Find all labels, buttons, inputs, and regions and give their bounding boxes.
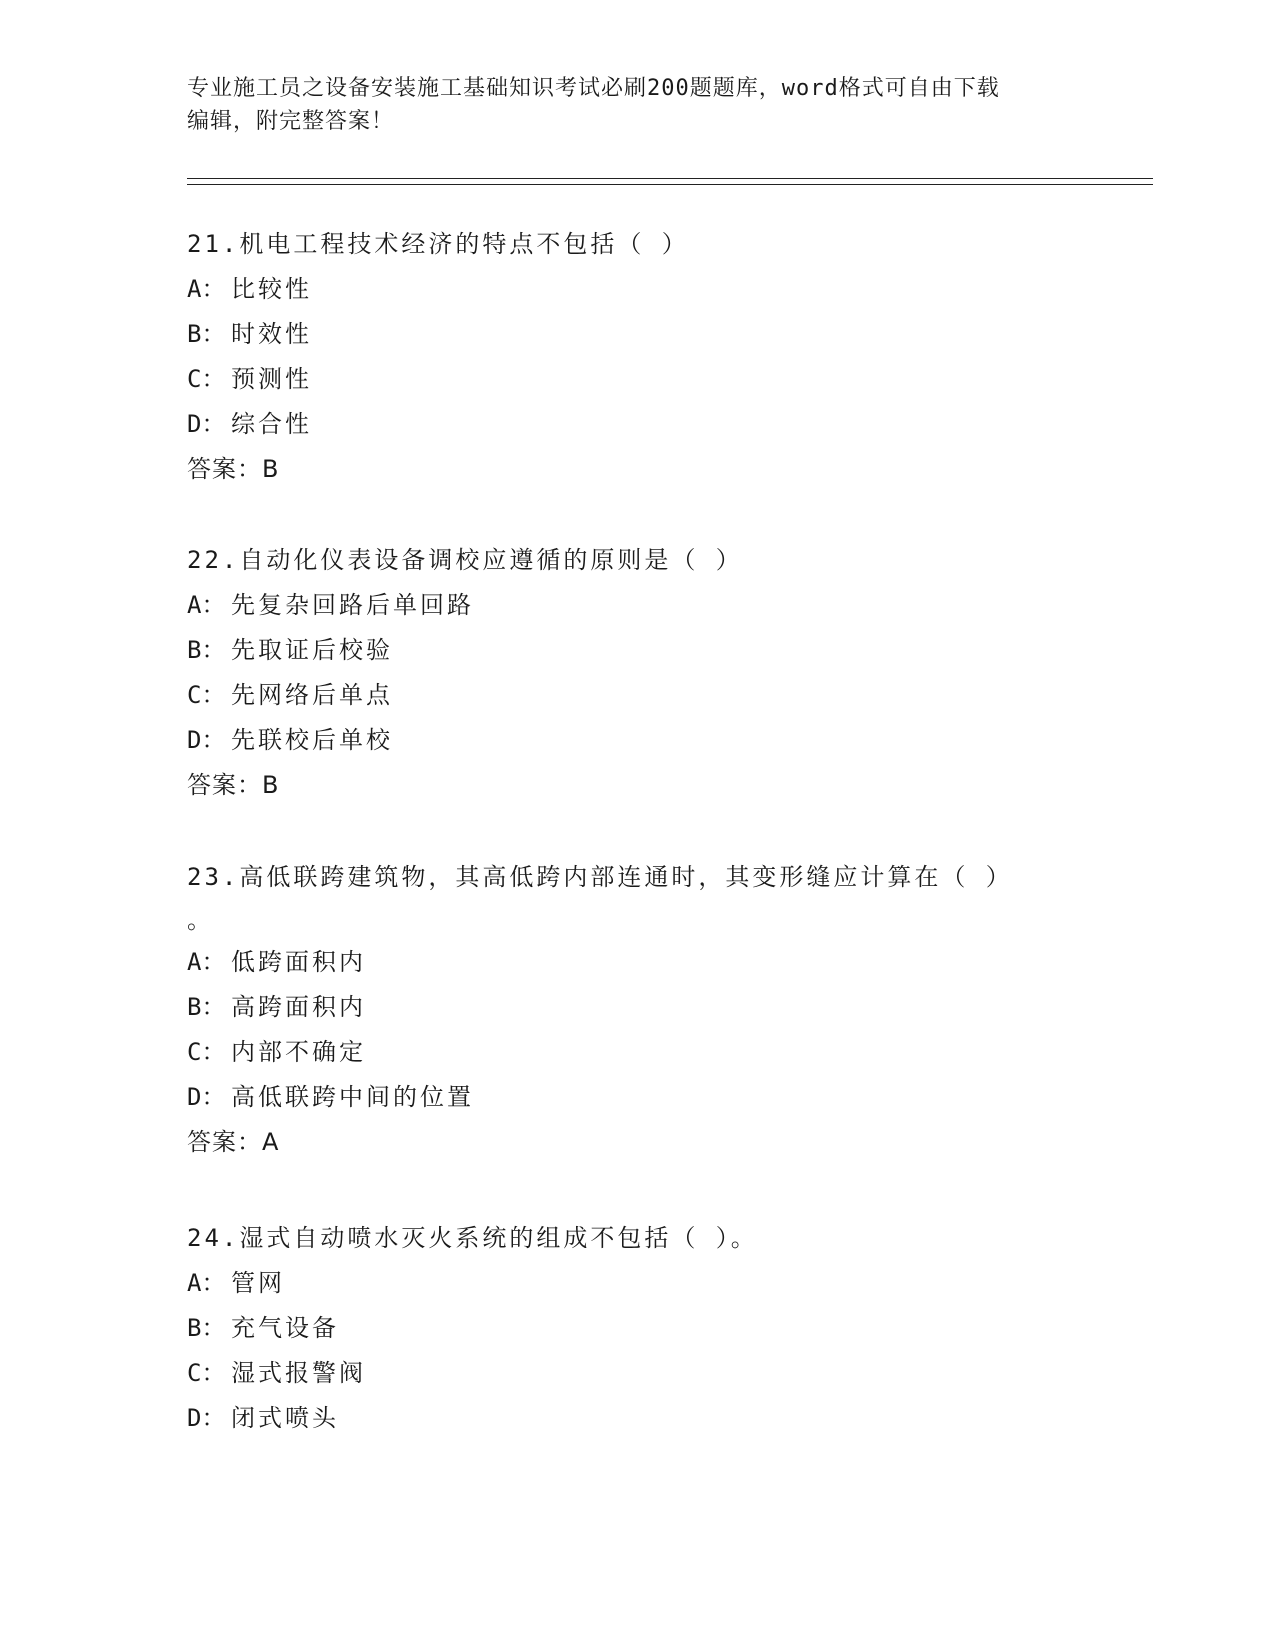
option-a [187,583,1087,628]
option-b [187,628,1087,673]
answer-label: 答案： [187,771,262,799]
question-24 [187,1216,1087,1441]
option-text: 综合性 [231,410,312,438]
option-letter: B： [187,636,226,664]
option-letter: C： [187,365,226,393]
option-text: 闭式喷头 [231,1404,339,1432]
option-d [187,1396,1087,1441]
answer-value: A [262,1128,280,1156]
question-23 [187,855,1087,1165]
option-letter: A： [187,948,226,976]
question-stem: 22.自动化仪表设备调校应遵循的原则是（ ） [187,546,743,574]
header-divider [187,178,1153,185]
answer-line [187,763,1087,808]
option-text: 湿式报警阀 [231,1359,366,1387]
option-text: 低跨面积内 [231,948,366,976]
option-c [187,1351,1087,1396]
option-d [187,718,1087,763]
option-c [187,1030,1087,1075]
question-21 [187,222,1087,492]
header-line-1: 专业施工员之设备安装施工基础知识考试必刷200题题库，word格式可自由下载 [187,76,1000,101]
option-letter: D： [187,1404,226,1432]
question-stem: 21.机电工程技术经济的特点不包括（ ） [187,230,689,258]
question-stem: 23.高低联跨建筑物，其高低跨内部连通时，其变形缝应计算在（ ） [187,863,1013,891]
answer-label: 答案： [187,1128,262,1156]
option-letter: B： [187,320,226,348]
answer-line [187,447,1087,492]
option-text: 时效性 [231,320,312,348]
option-text: 充气设备 [231,1314,339,1342]
option-d [187,1075,1087,1120]
option-letter: C： [187,1038,226,1066]
option-letter: C： [187,681,226,709]
answer-value: B [262,455,280,483]
answer-value: B [262,771,280,799]
option-letter: D： [187,410,226,438]
question-stem-continuation: 。 [187,906,214,934]
document-header [187,72,1087,138]
option-letter: D： [187,726,226,754]
option-c [187,673,1087,718]
option-b [187,1306,1087,1351]
option-c [187,357,1087,402]
question-22 [187,538,1087,808]
option-text: 高低联跨中间的位置 [231,1083,474,1111]
option-letter: A： [187,275,226,303]
question-stem: 24.湿式自动喷水灭火系统的组成不包括（ ）。 [187,1224,758,1252]
option-letter: A： [187,1269,226,1297]
header-line-2: 编辑，附完整答案！ [187,109,395,134]
option-text: 高跨面积内 [231,993,366,1021]
option-text: 管网 [231,1269,285,1297]
option-text: 先复杂回路后单回路 [231,591,474,619]
option-a [187,267,1087,312]
option-letter: B： [187,1314,226,1342]
option-text: 先取证后校验 [231,636,393,664]
option-text: 比较性 [231,275,312,303]
option-b [187,312,1087,357]
option-text: 预测性 [231,365,312,393]
option-text: 内部不确定 [231,1038,366,1066]
option-text: 先联校后单校 [231,726,393,754]
option-letter: B： [187,993,226,1021]
option-letter: A： [187,591,226,619]
option-b [187,985,1087,1030]
option-d [187,402,1087,447]
option-letter: D： [187,1083,226,1111]
option-letter: C： [187,1359,226,1387]
answer-label: 答案： [187,455,262,483]
answer-line [187,1120,1087,1165]
option-a [187,940,1087,985]
option-text: 先网络后单点 [231,681,393,709]
option-a [187,1261,1087,1306]
